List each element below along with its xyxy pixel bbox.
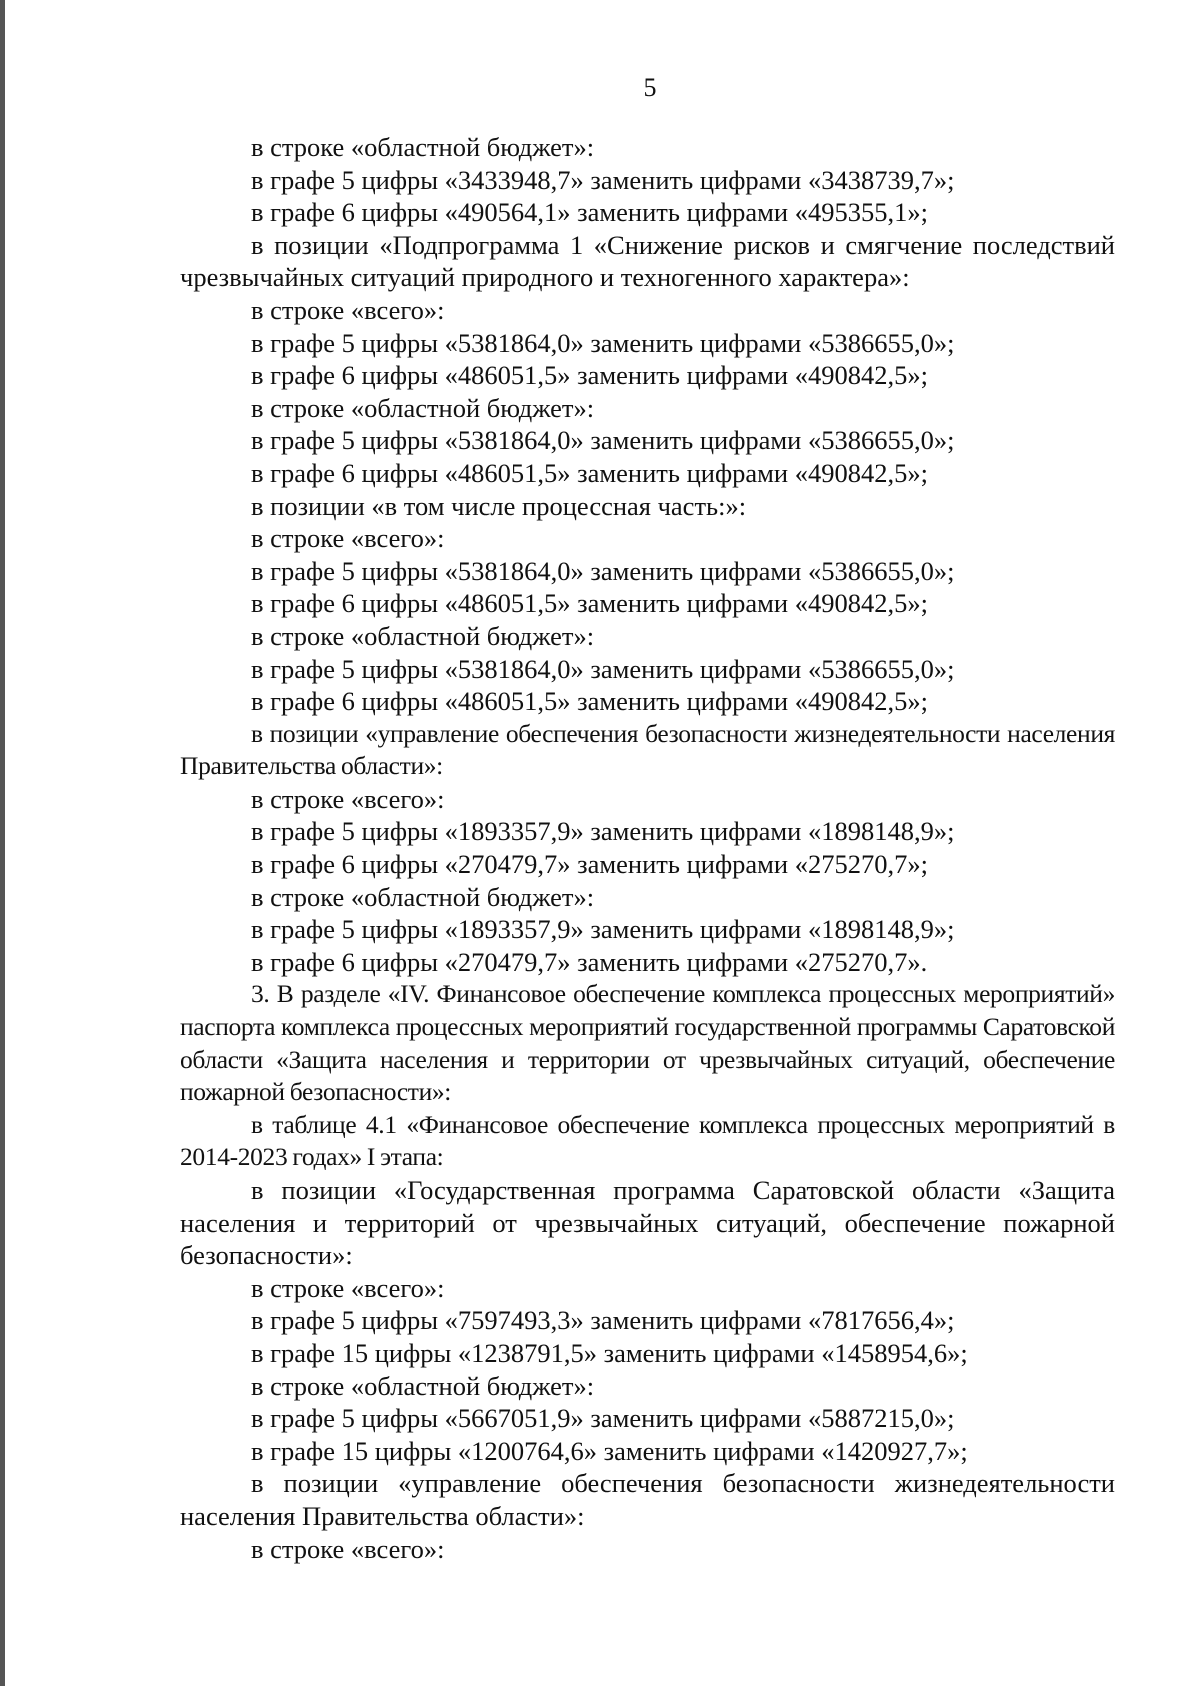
paragraph: в графе 5 цифры «5381864,0» заменить цифрами «5386655,0»; bbox=[251, 555, 955, 586]
paragraph: в позиции «управление обеспечения безопасности жизнедеятельности населения Правительства области»: bbox=[180, 718, 1115, 781]
paragraph: в позиции «управление обеспечения безопасности жизнедеятельности населения Правительства области»: bbox=[180, 1468, 1115, 1531]
paragraph: в строке «всего»: bbox=[251, 294, 445, 325]
document-body bbox=[180, 131, 1115, 1565]
paragraph: в позиции «в том числе процессная часть:»: bbox=[251, 490, 747, 521]
page-number: 5 bbox=[643, 73, 657, 102]
paragraph: в графе 6 цифры «486051,5» заменить цифрами «490842,5»; bbox=[251, 686, 928, 717]
paragraph: в графе 5 цифры «5381864,0» заменить цифрами «5386655,0»; bbox=[251, 653, 955, 684]
paragraph: в позиции «Государственная программа Саратовской области «Защита населения и территорий от чрезвычайных ситуаций, обеспечение пожарной безопасности»: bbox=[180, 1175, 1115, 1271]
paragraph: в графе 5 цифры «7597493,3» заменить цифрами «7817656,4»; bbox=[251, 1305, 955, 1336]
paragraph: в графе 5 цифры «5381864,0» заменить цифрами «5386655,0»; bbox=[251, 327, 955, 358]
paragraph: в строке «всего»: bbox=[251, 1533, 445, 1564]
paragraph: в графе 5 цифры «5667051,9» заменить цифрами «5887215,0»; bbox=[251, 1403, 955, 1434]
scan-edge bbox=[0, 0, 5, 1686]
paragraph: в графе 15 цифры «1200764,6» заменить цифрами «1420927,7»; bbox=[251, 1435, 968, 1466]
paragraph: в таблице 4.1 «Финансовое обеспечение комплекса процессных мероприятий в 2014-2023 годах» I этапа: bbox=[180, 1109, 1115, 1172]
paragraph: в графе 5 цифры «3433948,7» заменить цифрами «3438739,7»; bbox=[251, 164, 955, 195]
paragraph: в графе 6 цифры «270479,7» заменить цифрами «275270,7»; bbox=[251, 849, 928, 880]
paragraph: в графе 6 цифры «486051,5» заменить цифрами «490842,5»; bbox=[251, 457, 928, 488]
paragraph: в графе 5 цифры «5381864,0» заменить цифрами «5386655,0»; bbox=[251, 425, 955, 456]
paragraph: в графе 6 цифры «486051,5» заменить цифрами «490842,5»; bbox=[251, 588, 928, 619]
paragraph: в графе 15 цифры «1238791,5» заменить цифрами «1458954,6»; bbox=[251, 1337, 968, 1368]
paragraph: в строке «всего»: bbox=[251, 1272, 445, 1303]
paragraph: в строке «областной бюджет»: bbox=[251, 620, 595, 651]
paragraph: в строке «областной бюджет»: bbox=[251, 1370, 595, 1401]
paragraph: в графе 5 цифры «1893357,9» заменить цифрами «1898148,9»; bbox=[251, 816, 955, 847]
paragraph: в графе 5 цифры «1893357,9» заменить цифрами «1898148,9»; bbox=[251, 914, 955, 945]
paragraph: в строке «областной бюджет»: bbox=[251, 132, 595, 162]
paragraph: в строке «всего»: bbox=[251, 783, 445, 814]
paragraph: в строке «областной бюджет»: bbox=[251, 881, 595, 912]
paragraph: в графе 6 цифры «486051,5» заменить цифрами «490842,5»; bbox=[251, 360, 928, 391]
paragraph: в строке «областной бюджет»: bbox=[251, 392, 595, 423]
paragraph: 3. В разделе «IV. Финансовое обеспечение комплекса процессных мероприятий» паспорта комплекса процессных мероприятий государственной программы Саратовской области «Защита населения и территории от чрезвычайных ситуаций, обеспечение пожарной безопасности»: bbox=[180, 979, 1115, 1107]
paragraph: в позиции «Подпрограмма 1 «Снижение рисков и смягчение последствий чрезвычайных ситуаций природного и техногенного характера»: bbox=[180, 229, 1115, 293]
paragraph: в графе 6 цифры «270479,7» заменить цифрами «275270,7». bbox=[251, 946, 928, 977]
paragraph: в строке «всего»: bbox=[251, 523, 445, 554]
paragraph: в графе 6 цифры «490564,1» заменить цифрами «495355,1»; bbox=[251, 197, 928, 228]
